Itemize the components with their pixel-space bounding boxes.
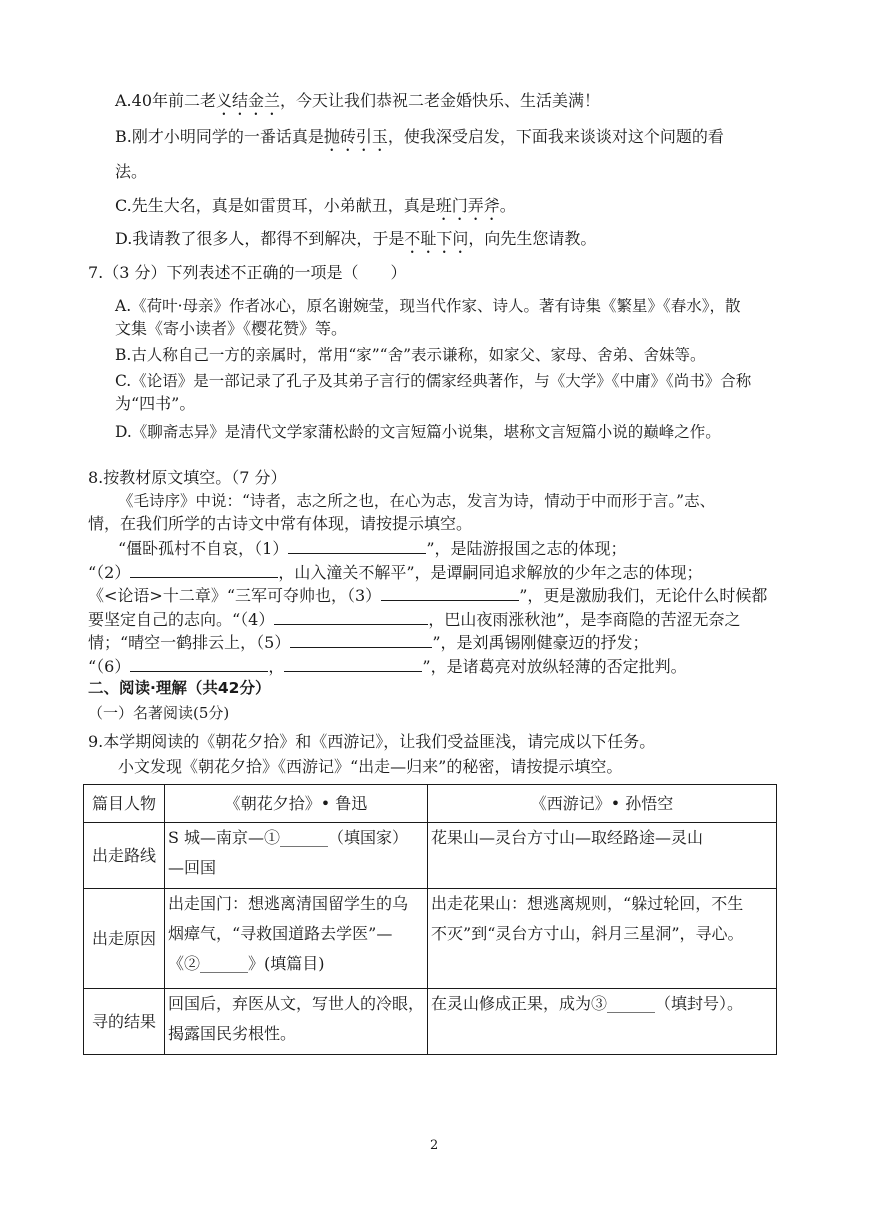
table-cell — [428, 889, 777, 989]
row-label: 寻的结果 — [84, 989, 165, 1055]
comparison-table — [83, 784, 777, 1055]
row-label: 出走路线 — [84, 823, 165, 889]
cell-line: 出走花果山：想逃离规则，“躲过轮回，不生 — [431, 894, 744, 913]
blank-6b[interactable] — [284, 655, 422, 672]
blank-1[interactable] — [288, 537, 426, 554]
fill-prompt: “僵卧孤村不自哀，（1） — [118, 539, 289, 558]
q8-paragraph-1: 《毛诗序》中说：“诗者，志之所之也，在心为志，发言为诗，情动于中而形于言。”志、 — [118, 492, 716, 510]
fill-prompt: ”，更是激励我们，无论什么时候都 — [519, 586, 768, 605]
q7-option-a-cont: 文集《寄小读者》《樱花赞》等。 — [115, 319, 348, 338]
fill-prompt: ”，是诸葛亮对放纵轻薄的否定批判。 — [422, 657, 687, 676]
table-header: 《西游记》• 孙悟空 — [428, 785, 777, 823]
blank-5[interactable] — [290, 631, 432, 648]
q7-stem: 7.（3 分）下列表述不正确的一项是（ ） — [88, 263, 407, 282]
blank-3[interactable] — [381, 584, 519, 601]
fill-prompt: ”，是刘禹锡刚健豪迈的抒发； — [432, 633, 649, 652]
fill-prompt: 《<论语>十二章》“三军可夺帅也，（3） — [88, 586, 382, 605]
q9-stem: 9.本学期阅读的《朝花夕拾》和《西游记》，让我们受益匪浅，请完成以下任务。 — [88, 732, 656, 751]
q7-option-a: A.《荷叶·母亲》作者冰心，原名谢婉莹，现当代作家、诗人。著有诗集《繁星》《春水》，散 — [115, 297, 741, 315]
fill-prompt: 情；“晴空一鹤排云上，（5） — [88, 633, 291, 652]
emphasis-idiom: 抛砖引玉 — [323, 127, 388, 146]
cell-line: 不灭”到“灵台方寸山，斜月三星洞”，寻心。 — [431, 924, 744, 943]
section-title: 二、阅读·理解（共42分） — [88, 679, 271, 697]
fill-prompt: ，山入潼关不解平”，是谭嗣同追求解放的少年之志的体现； — [278, 563, 703, 582]
q7-option-c-cont: 为“四书”。 — [115, 394, 196, 413]
blank-4[interactable] — [274, 608, 428, 625]
cell-line: 烟瘴气，“寻救国道路去学医”— — [168, 924, 393, 943]
fill-prompt: “（6） — [88, 657, 131, 676]
fill-prompt: ，巴山夜雨涨秋池”，是李商隐的苦涩无奈之 — [428, 610, 741, 629]
cell-line: 《②______》(填篇目) — [168, 954, 325, 973]
q7-option-b: B.古人称自己一方的亲属时，常用“家”“舍”表示谦称，如家父、家母、舍弟、舍妹等。 — [115, 346, 706, 364]
emphasis-idiom: 班门弄斧 — [435, 196, 500, 215]
q6-option-b-cont: 法。 — [115, 162, 148, 181]
emphasis-idiom: 义结金兰 — [216, 91, 281, 110]
fill-prompt: ”，是陆游报国之志的体现； — [426, 539, 627, 558]
option-text: ，使我深受启发，下面我来谈谈对这个问题的看 — [387, 127, 724, 146]
table-header: 篇目人物 — [84, 785, 165, 823]
q7-option-d: D.《聊斋志异》是清代文学家蒲松龄的文言短篇小说集，堪称文言短篇小说的巅峰之作。 — [115, 423, 721, 441]
q8-line-6 — [88, 655, 687, 678]
emphasis-idiom: 不耻下问 — [404, 229, 469, 248]
cell-line: 回国后，弃医从文，写世人的冷眼， — [168, 994, 425, 1013]
cell-line: 揭露国民劣根性。 — [168, 1024, 297, 1043]
blank-6a[interactable] — [130, 655, 268, 672]
fill-prompt: 要坚定自己的志向。“（4） — [88, 610, 275, 629]
q8-line-4 — [88, 608, 741, 631]
q6-option-c — [115, 195, 516, 224]
option-text: D.我请教了很多人，都得不到解决，于是 — [115, 229, 405, 248]
q6-option-d — [115, 228, 596, 257]
option-text: ，向先生您请教。 — [468, 229, 597, 248]
q8-paragraph-2: 情，在我们所学的古诗文中常有体现，请按提示填空。 — [88, 514, 473, 533]
row-label: 出走原因 — [84, 889, 165, 989]
table-cell — [165, 889, 428, 989]
q7-option-c: C.《论语》是一部记录了孔子及其弟子言行的儒家经典著作，与《大学》《中庸》《尚书》合称 — [115, 372, 752, 390]
section-subtitle: （一）名著阅读(5分) — [88, 704, 230, 722]
table-row — [84, 989, 777, 1055]
option-text: A.40年前二老 — [115, 91, 217, 110]
q8-line-3 — [88, 584, 767, 607]
cell-line: 在灵山修成正果，成为③______（填封号）。 — [431, 994, 744, 1013]
q6-option-a — [115, 90, 600, 119]
cell-line: —回国 — [168, 858, 217, 877]
fill-prompt: “（2） — [88, 563, 131, 582]
table-cell — [165, 823, 428, 889]
fill-prompt: ， — [268, 657, 285, 676]
q9-intro: 小文发现《朝花夕拾》《西游记》“出走—归来”的秘密，请按提示填空。 — [118, 757, 623, 776]
table-header-row — [84, 785, 777, 823]
option-text: ，今天让我们恭祝二老金婚快乐、生活美满！ — [280, 91, 601, 110]
q8-line-1 — [118, 537, 627, 560]
q8-line-2 — [88, 561, 703, 584]
cell-line: 出走国门：想逃离清国留学生的乌 — [168, 894, 409, 913]
q8-stem: 8.按教材原文填空。（7 分） — [88, 468, 287, 487]
table-cell — [165, 989, 428, 1055]
cell-line: 花果山—灵台方寸山—取经路途—灵山 — [431, 828, 704, 847]
table-row — [84, 823, 777, 889]
blank-2[interactable] — [130, 561, 278, 578]
q8-line-5 — [88, 631, 649, 654]
table-header: 《朝花夕拾》• 鲁迅 — [165, 785, 428, 823]
cell-line: S 城—南京—①______（填国家） — [168, 828, 409, 847]
q6-option-b — [115, 126, 724, 155]
table-cell — [428, 823, 777, 889]
option-text: C.先生大名，真是如雷贯耳，小弟献丑，真是 — [115, 196, 436, 215]
option-text: 。 — [499, 196, 516, 215]
page-number: 2 — [430, 1138, 439, 1153]
table-cell — [428, 989, 777, 1055]
table-row — [84, 889, 777, 989]
option-text: B.刚才小明同学的一番话真是 — [115, 127, 324, 146]
